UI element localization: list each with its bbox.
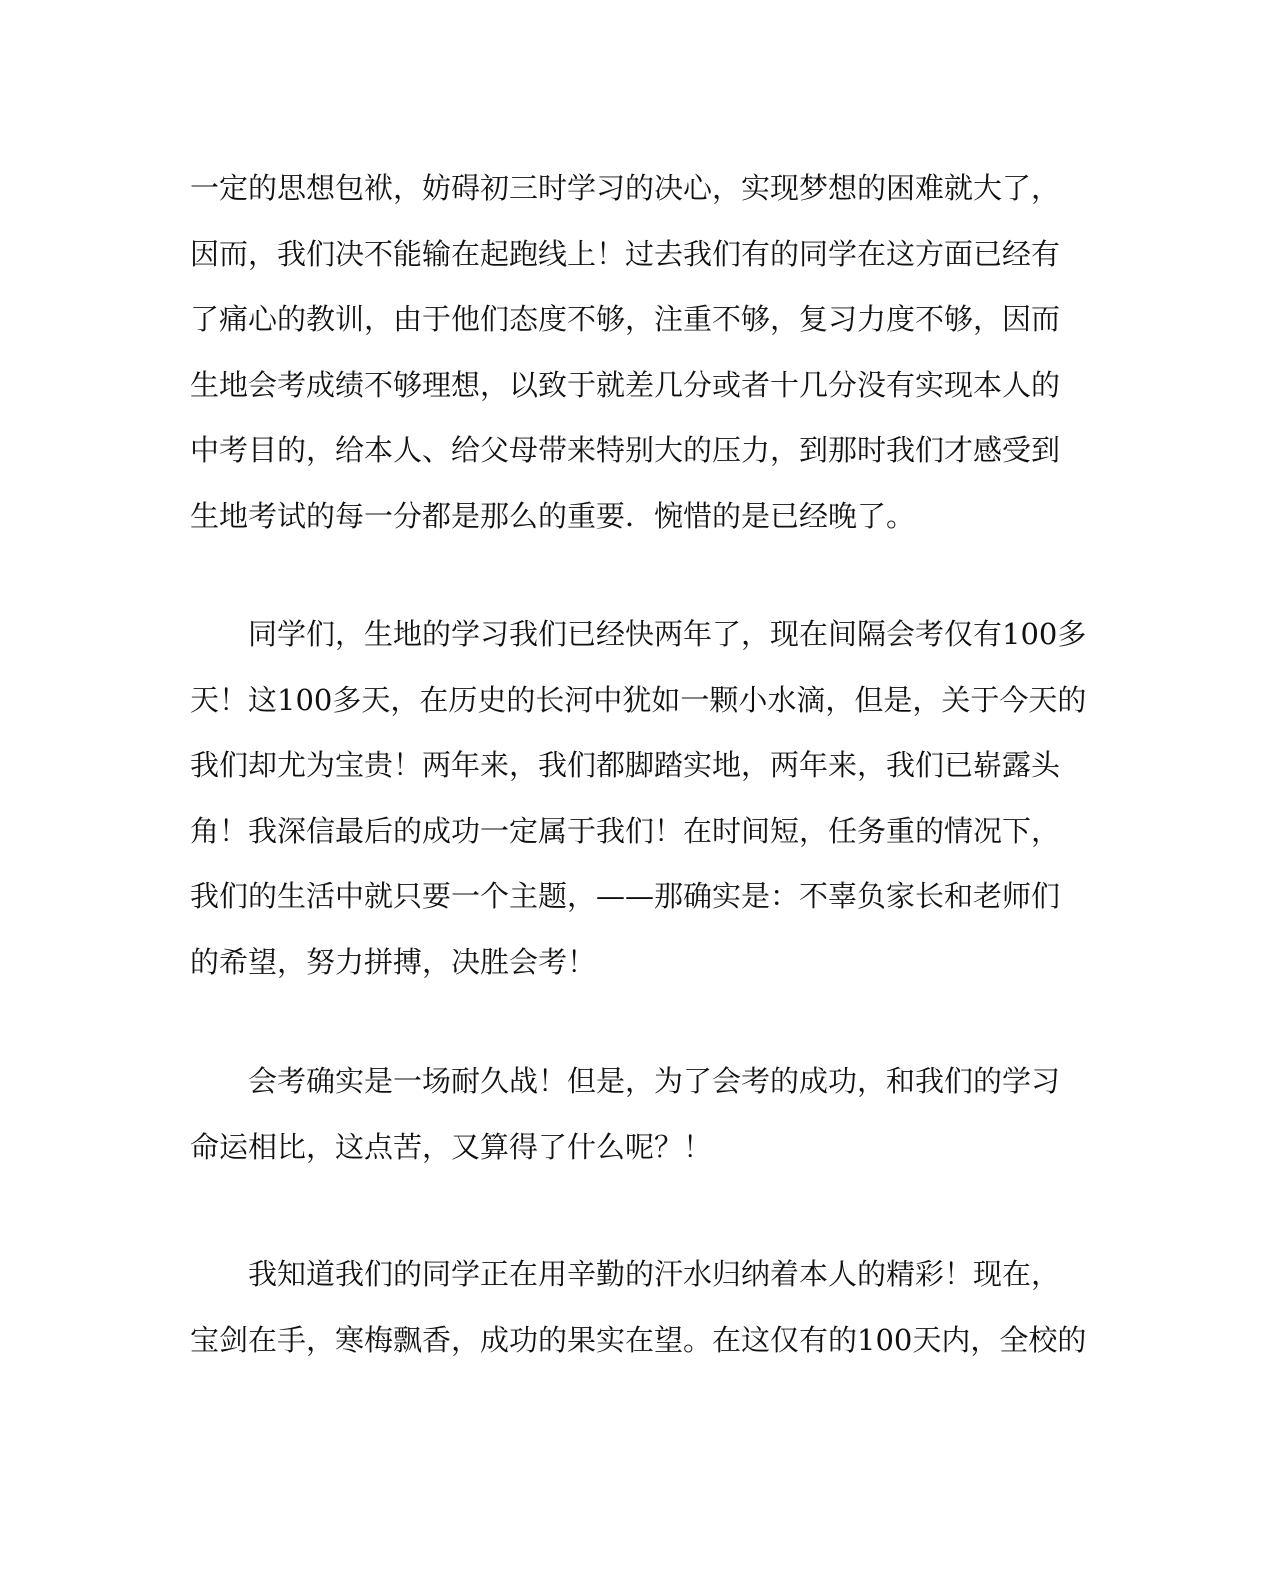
paragraph-line: 生地会考成绩不够理想，以致于就差几分或者十几分没有实现本人的 bbox=[190, 367, 1061, 402]
paragraph-1 bbox=[190, 156, 1070, 549]
paragraph-line: 因而，我们决不能输在起跑线上！过去我们有的同学在这方面已经有 bbox=[190, 236, 1061, 271]
paragraph-2 bbox=[190, 602, 1087, 995]
paragraph-line: 的希望，努力拼搏，决胜会考！ bbox=[190, 944, 597, 979]
paragraph-line: 同学们，生地的学习我们已经快两年了，现在间隔会考仅有100多 bbox=[248, 617, 1087, 651]
paragraph-line: 角！我深信最后的成功一定属于我们！在时间短，任务重的情况下， bbox=[190, 813, 1061, 848]
paragraph-line: 命运相比，这点苦，又算得了什么呢？！ bbox=[190, 1129, 713, 1164]
paragraph-3 bbox=[190, 1049, 1070, 1180]
paragraph-line: 宝剑在手，寒梅飘香，成功的果实在望。在这仅有的100天内，全校的 bbox=[190, 1322, 1087, 1357]
paragraph-line: 中考目的，给本人、给父母带来特别大的压力，到那时我们才感受到 bbox=[190, 433, 1061, 467]
paragraph-line: 了痛心的教训，由于他们态度不够，注重不够，复习力度不够，因而 bbox=[190, 302, 1061, 336]
paragraph-line: 天！这100多天，在历史的长河中犹如一颗小水滴，但是，关于今天的 bbox=[190, 682, 1087, 717]
paragraph-line: 我们的生活中就只要一个主题，——那确实是：不辜负家长和老师们 bbox=[190, 879, 1061, 913]
paragraph-line: 一定的思想包袱，妨碍初三时学习的决心，实现梦想的困难就大了， bbox=[190, 171, 1061, 205]
paragraph-4 bbox=[190, 1242, 1087, 1373]
paragraph-line: 会考确实是一场耐久战！但是，为了会考的成功，和我们的学习 bbox=[248, 1064, 1061, 1098]
paragraph-line: 我知道我们的同学正在用辛勤的汗水归纳着本人的精彩！现在， bbox=[248, 1257, 1061, 1291]
paragraph-line: 生地考试的每一分都是那么的重要．惋惜的是已经晚了。 bbox=[190, 498, 916, 533]
paragraph-line: 我们却尤为宝贵！两年来，我们都脚踏实地，两年来，我们已崭露头 bbox=[190, 748, 1061, 782]
